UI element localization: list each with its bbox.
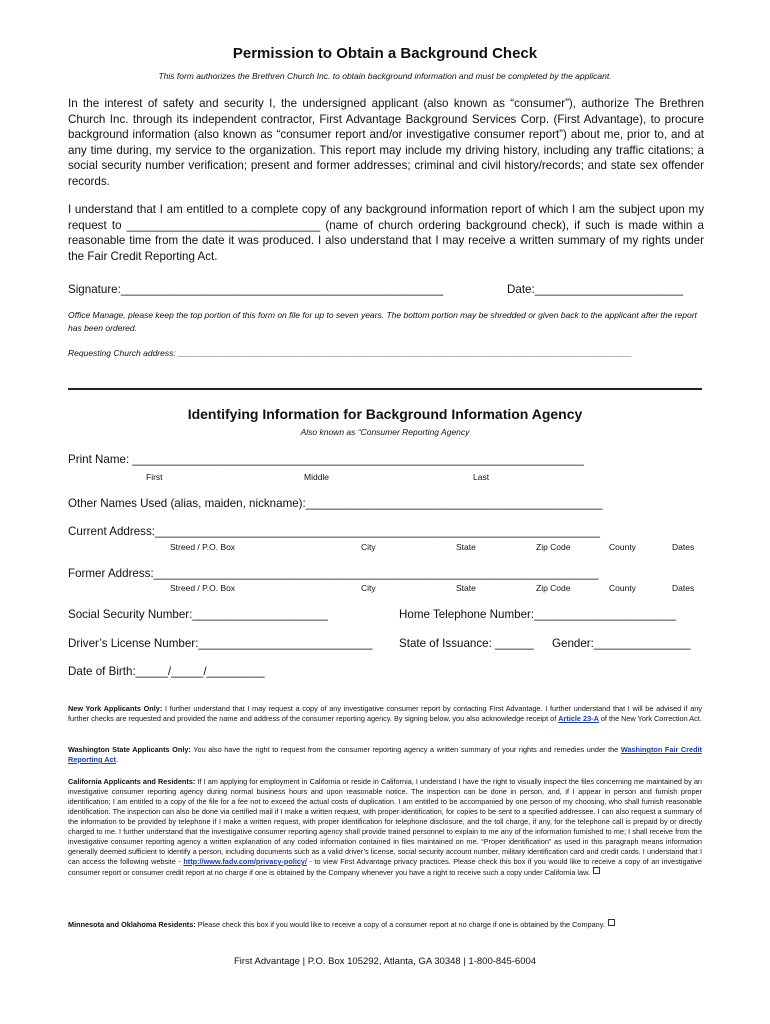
mn-label: Minnesota and Oklahoma Residents: — [68, 920, 196, 929]
current-address-field[interactable]: Current Address:_____________________________________________________________________ — [68, 525, 600, 538]
authorization-paragraph: In the interest of safety and security I, the undersigned applicant (also known as “consumer”), authorize The Brethren Church Inc. through its independent contractor, First Advantage Background Services Corp. (First Advantage), to procure background information (also known as “consumer report and/or investigative consumer report”) about me, prior to, and at any time during, my service to the organization. This report may include my driving history, including any traffic citations; a social security number verification; present and former addresses; criminal and civil history/records; and state sex offender records. — [68, 97, 704, 188]
wa-text: You also have the right to request from the consumer reporting agency a written summary of your rights and remedies under the — [190, 745, 621, 754]
report-copy-paragraph: I understand that I am entitled to a complete copy of any background information report of which I am the subject upon my request to ______________________________ (name of church ordering background check), if such is made within a reasonable time from the date it was produced. I also understand that I may receive a written summary of my rights under the Fair Credit Reporting Act. — [68, 203, 704, 263]
section-divider — [68, 388, 702, 390]
name-last-label: Last — [473, 472, 490, 482]
ca-text: If I am applying for employment in California or reside in California, I understand I have the right to visually inspect the files concerning me maintained by an investigative consumer reporting agency during normal business hours and upon reasonable notice. The inspection can be done in person, and, if I appear in person and furnish proper identification; I am entitled to a copy of the file for a fee not to exceed the actual costs of duplication. I am entitled to be accompanied by one person of my choosing, who shall furnish reasonable identification. The inspection can also be done via certified mail if I make a written request, with proper identification, for copies to be sent to a specified addressee. I can also request a summary of the information to be provided by telephone if I make a written request, with proper identification for telephone disclosure, and the toll charge, if any, for the telephone call is prepaid by or directly charged to me. I further understand that the investigative consumer reporting agency shall provide trained personnel to explain to me any of the information furnished to me; I shall receive from the investigative consumer reporting agency a written explanation of any coded information contained in files maintained on me. “Proper identification” as used in this paragraph means information generally deemed sufficient to identify a person, including documents such as a valid driver’s license, social security account number, military identification card and credit cards. I understand that I can access the following website - — [68, 777, 702, 866]
section-subtitle: Also known as “Consumer Reporting Agency — [300, 427, 470, 437]
former-dates-label: Dates — [672, 583, 695, 593]
former-street-label: Streed / P.O. Box — [170, 583, 236, 593]
former-zip-label: Zip Code — [536, 583, 571, 593]
drivers-license-field[interactable]: Driver’s License Number:___________________________ — [68, 637, 373, 650]
mn-ok-notice — [68, 919, 702, 930]
name-middle-label: Middle — [304, 472, 330, 482]
current-city-label: City — [361, 542, 376, 552]
page-title: Permission to Obtain a Background Check — [232, 45, 538, 62]
print-name-field[interactable]: Print Name: ______________________________________________________________________ — [68, 453, 584, 466]
home-phone-field[interactable]: Home Telephone Number:______________________ — [399, 608, 676, 621]
ca-text-end: - to view First Advantage privacy practices. Please check this box if you would like to receive a copy of an investigative consumer report or consumer credit report at no charge if one is obtained by the Company whenever you have a right to receive such a copy under California law. — [68, 857, 702, 877]
former-state-label: State — [456, 583, 476, 593]
office-manager-note: Office Manage, please keep the top portion of this form on file for up to seven years. The bottom portion may be shredded or given back to the applicant after the report has been ordered. — [68, 310, 697, 333]
wa-fcra-link[interactable]: Washington Fair Credit Reporting Act — [68, 745, 702, 764]
former-city-label: City — [361, 583, 376, 593]
name-first-label: First — [146, 472, 163, 482]
former-address-field[interactable]: Former Address:_____________________________________________________________________ — [68, 567, 599, 580]
date-of-birth-field[interactable]: Date of Birth:_____/_____/_________ — [68, 665, 265, 678]
requesting-church-address-field[interactable]: Requesting Church address: ________________________________________________________________________________________________ — [68, 348, 632, 358]
current-zip-label: Zip Code — [536, 542, 571, 552]
section-title: Identifying Information for Background Information Agency — [187, 406, 583, 422]
current-street-label: Streed / P.O. Box — [170, 542, 236, 552]
california-copy-checkbox[interactable] — [593, 867, 600, 874]
wa-label: Washington State Applicants Only: — [68, 745, 191, 754]
privacy-policy-link[interactable]: http://www.fadv.com/privacy-policy/ — [183, 857, 307, 866]
current-dates-label: Dates — [672, 542, 695, 552]
ca-notice — [68, 777, 702, 878]
state-issuance-field[interactable]: State of Issuance: ______ — [399, 637, 534, 650]
ny-label: New York Applicants Only: — [68, 704, 163, 713]
ca-label: California Applicants and Residents: — [68, 777, 196, 786]
current-county-label: County — [609, 542, 636, 552]
former-county-label: County — [609, 583, 636, 593]
gender-field[interactable]: Gender:_______________ — [552, 637, 691, 650]
ssn-field[interactable]: Social Security Number:_____________________ — [68, 608, 328, 621]
footer-contact: First Advantage | P.O. Box 105292, Atlanta, GA 30348 | 1-800-845-6004 — [233, 956, 537, 967]
wa-notice — [68, 745, 702, 765]
mn-text: Please check this box if you would like to receive a copy of a consumer report at no charge if one is obtained by the Company. — [195, 920, 605, 929]
ny-text-end: of the New York Correction Act. — [598, 714, 702, 723]
wa-text-end: . — [115, 755, 118, 764]
ny-notice — [68, 704, 702, 724]
article-23a-link[interactable]: Article 23-A — [558, 714, 599, 723]
date-field[interactable]: Date:_______________________ — [507, 283, 684, 296]
minnesota-copy-checkbox[interactable] — [608, 919, 615, 926]
other-names-field[interactable]: Other Names Used (alias, maiden, nickname):______________________________________________ — [68, 497, 603, 510]
current-state-label: State — [456, 542, 476, 552]
form-purpose-note: This form authorizes the Brethren Church Inc. to obtain background information and must be completed by the applicant. — [158, 71, 612, 81]
ny-text: I further understand that I may request a copy of any investigative consumer report by contacting First Advantage. I further understand that I will be advised if any further checks are requested and provided the name and address of the consumer reporting agency. By signing below, you also acknowledge receipt of — [68, 704, 703, 723]
signature-field[interactable]: Signature:__________________________________________________ — [68, 283, 444, 296]
